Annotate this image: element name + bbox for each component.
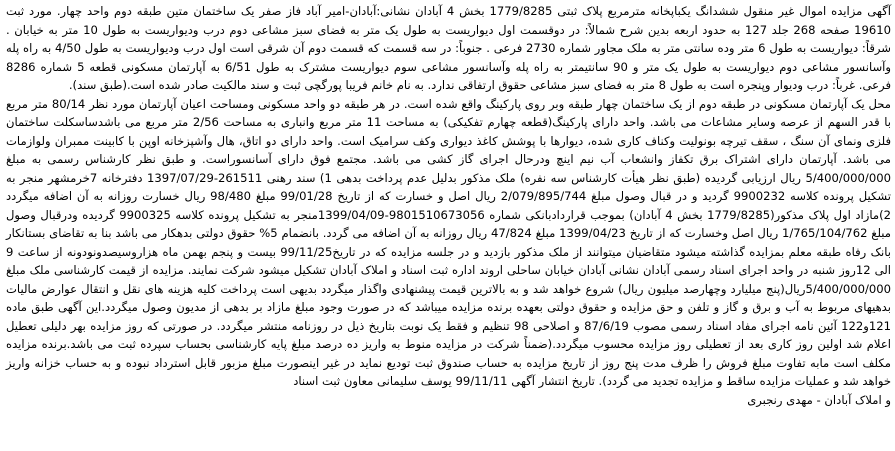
notice-paragraph-auction-terms: محل یک آپارتمان مسکونی در طبقه دوم از یک ساختمان چهار طبقه وبر روی پارکینگ واقع شده است. در هر طبقه دو واحد مسکونی ومساحت اعیان آپارتمان مورد نظر 80/14 متر مربع با قدر السهم از عرصه وسایر مشاعات می باشد. واحد دارای پارکینگ(قطعه چهارم تفکیکی) به مساحت 11 متر مربع وانباری به مساحت 2/56 متر مربع می باشدساسکلت ساختمان فلزی ونمای آن سنگ ، سقف تیرچه بونولیت وکناف کاری شده، دیوارها با پوشش کاغذ دیواری وکف سرامیک است. واحد دارای دو اتاق، هال وآشپزخانه اوپن با کابینت ممبران ولوازمات می باشد. آپارتمان دارای اشتراک برق تکفاز وانشعاب آب نیم اینچ ودرحال اجرای گاز کشی می باشد. مجتمع فوق دارای آسانسوراست. و طبق نظر کارشناس رسمی به مبلغ 5/400/000/000 ریال ارزیابی گردیده (طبق نظر هیأت کارشناس سه نفره) ملک مذکور بدلیل عدم پرداخت بدهی 1) سند رهنی 261511-1397/07/29 دفترخانه 7خرمشهر منجر به تشکیل پرونده کلاسه 9900232 گردید و در قبال وصول مبلغ 2/079/895/744 ریال اصل و خسارت که از تاریخ 99/01/28 مبلغ 98/480 ریال خسارت روزانه به آن اضافه میگردد 2)مازاد اول پلاک مذکور(1779/8285 بخش 4 آبادان) بموجب قراردادبانکی شماره 9801510673056-1399/04/09منجر به تشکیل پرونده کلاسه 9900325 گردیده ودرقبال وصول مبلغ 1/765/104/762 ریال اصل وخسارت که از تاریخ 1399/04/23 مبلغ 47/824 ریال روزانه به آن اضافه می گردد. بانضمام 5% حقوق دولتی بدهکار می باشد بنا به تقاضای بستانکار بانک رفاه طبقه معلم بمزایده گذاشته میشود متقاضیان میتوانند از ملک مذکور بازدید و در جلسه مزایده که در تاریخ99/11/25 بیست و پنجم بهمن ماه هزاروسیصدونودونه از ساعت 9 الی 12روز شنبه در واحد اجرای اسناد رسمی آبادان نشانی آبادان خیابان ساحلی اروند اداره ثبت اسناد و املاک آبادان تشکیل میشود شرکت نمایند. مزایده از قیمت کارشناسی ملک مبلغ 5/400/000/000ریال(پنج میلیارد وچهارصد میلیون ریال) شروع خواهد شد و به بالاترین قیمت پیشنهادی واگذار میگردد بدیهی است پرداخت کلیه هزینه های نقل و انتقال عوارض مالیات بدهیهای مربوط به آب و برق و گاز و تلفن و حق مزایده و حقوق دولتی بعهده برنده مزایده میباشد که در صورت وجود مبلغ مازاد بر بدهی از مدیون وصول میگردد.این آگهی طبق ماده 121و122 آئین نامه اجرای مفاد اسناد رسمی مصوب 87/6/19 و اصلاحی 98 تنظیم و فقط یک نوبت بتاریخ ذیل در روزنامه منتشر میگردد. در صورتی که روز مزایده بهر دلیلی تعطیل اعلام شد اولین روز کاری بعد از تعطیلی روز مزایده محسوب میگردد.(ضمناً شرکت در مزایده منوط به واریز ده درصد مبلغ پایه کارشناسی بحساب سپرده ثبت می باشد.برنده مزایده مکلف است مابه تفاوت مبلغ فروش را ظرف مدت پنج روز از تاریخ مزایده به حساب صندوق ثبت تودیع نماید در غیر اینصورت مبلغ مزبور قابل استرداد نبوده و به حساب خزانه واریز خواهد شد و عملیات مزایده ساقط و مزایده تجدید می گردد). تاریخ انتشار آگهی 99/11/11 یوسف سلیمانی معاون ثبت اسناد: [6, 96, 892, 388]
notice-signature: و املاک آبادان - مهدی رنجبری: [747, 392, 891, 407]
notice-paragraph-property-description: آگهی مزایده اموال غیر منقول ششدانگ یکباپخانه مترمربع پلاک ثبتی 1779/8285 بخش 4 آبادان نشانی:آبادان-امیر آباد فاز صفر یک ساختمان متین طبقه دوم واحد چهار. مورد ثبت 19610 صفحه 268 جلد 127 به حدود اربعه بدین شرح شمالاً: در دوقسمت اول دیواریست به طول یک متر به فضای سبز مشاعی دوم درب ودیواریست به طول 10 متر به خیابان . شرقاً: دیواریست به طول 6 متر وده سانتی متر به ملک مجاور شماره 2730 فرعی . جنوباً: در سه قسمت که قسمت دوم آن شرقی است اول درب ودیواریست به طول 4/50 به راه پله وآسانسور مشاعی دوم دیواریست به طول یک متر و 90 سانتیمتر به راه پله وآسانسور مشاعی سوم دیواریست مشترک به طول 6/51 به آپارتمان مسکونی قطعه 5 شماره 8286 فرعی. غرباً: درب ودیوار وپنجره است به طول 8 متر به فضای سبز مشاعی حقوق ارتفاقی ندارد. به نام خانم فریبا پورگچی ثبت و سند مالکیت صادر شده است.(طبق سند).: [6, 4, 892, 92]
